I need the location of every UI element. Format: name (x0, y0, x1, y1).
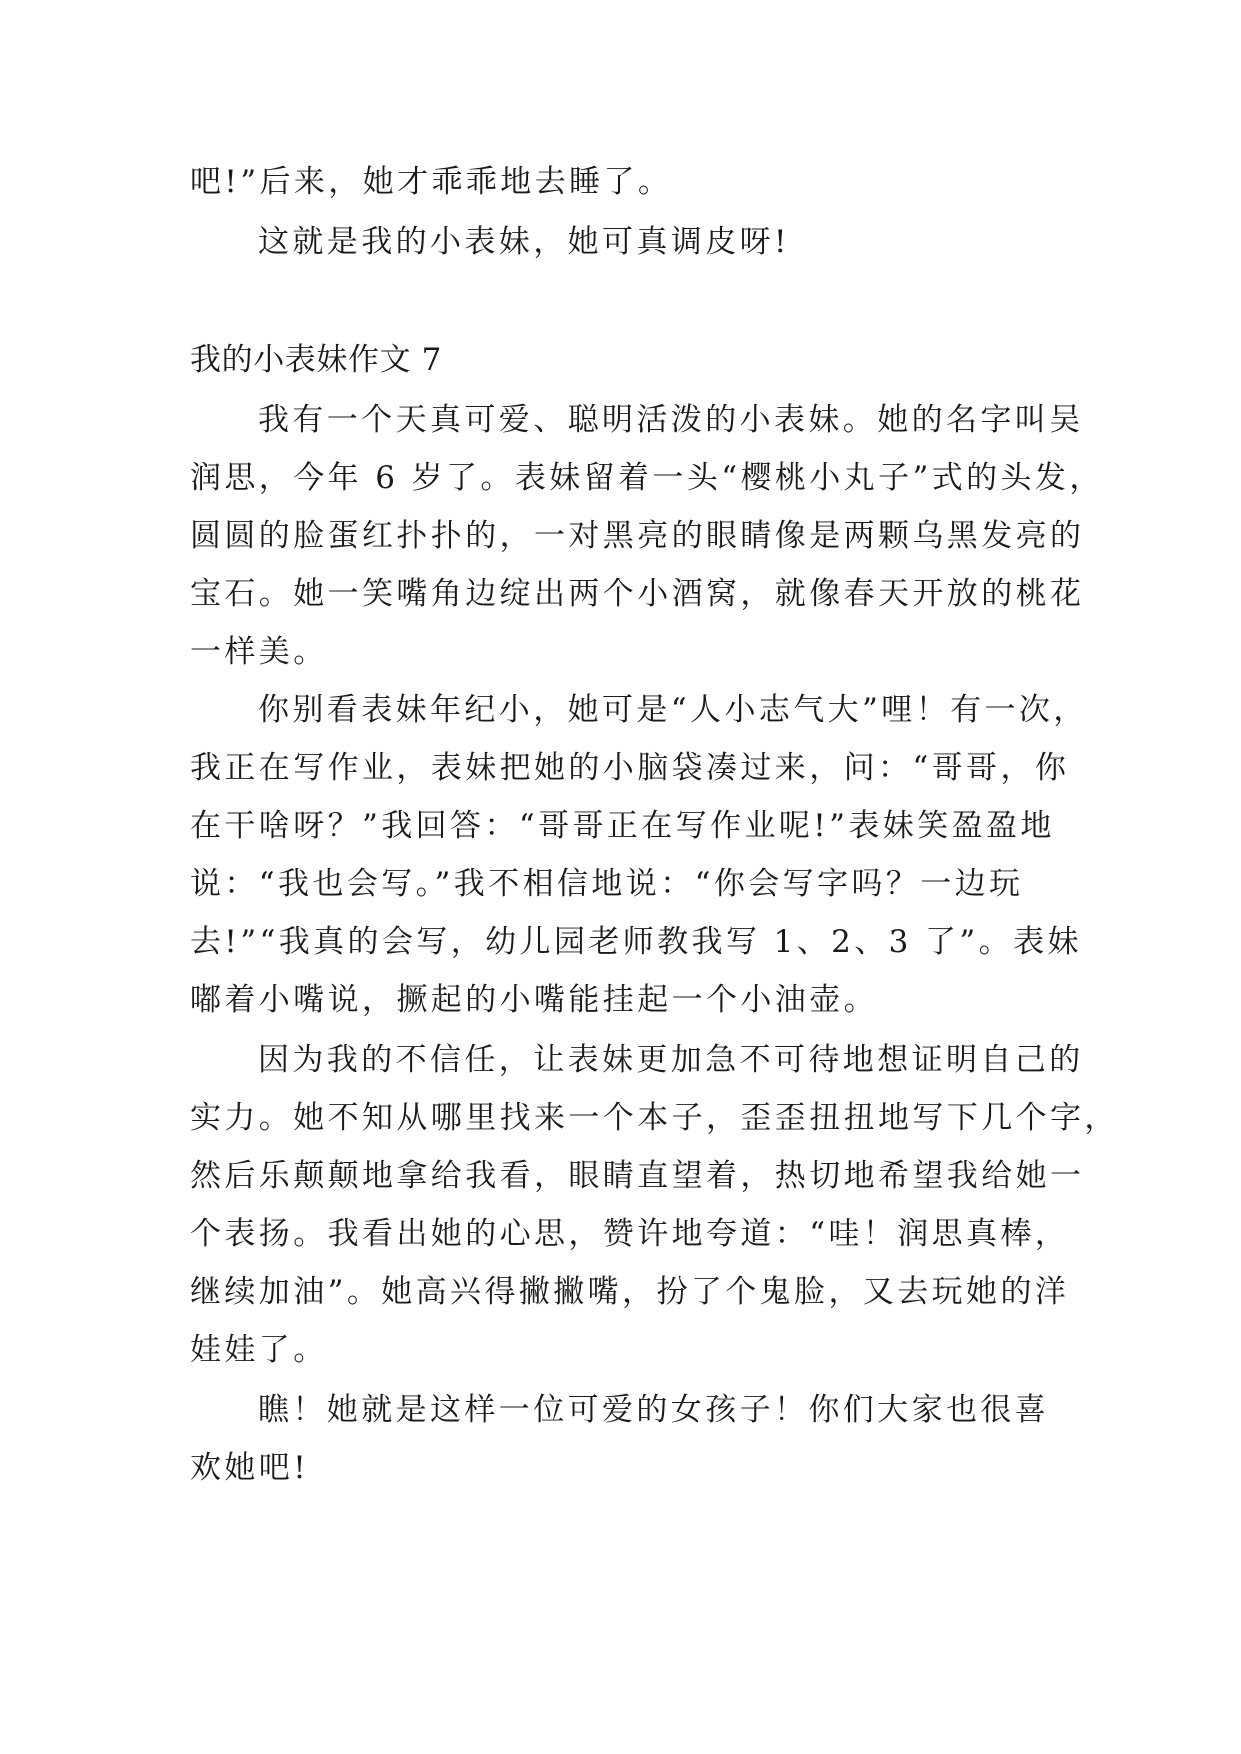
text-line: 说：“我也会写。”我不相信地说：“你会写字吗？一边玩 (190, 866, 1024, 902)
text-line: 润思，今年 6 岁了。表妹留着一头“樱桃小丸子”式的头发， (190, 460, 1104, 496)
text-line: 吧!”后来，她才乖乖地去睡了。 (190, 164, 673, 200)
text-line: 个表扬。我看出她的心思，赞许地夸道：“哇！润思真棒， (190, 1216, 1070, 1252)
text-line: 宝石。她一笑嘴角边绽出两个小酒窝，就像春天开放的桃花 (190, 576, 1085, 612)
text-line: 实力。她不知从哪里找来一个本子，歪歪扭扭地写下几个字， (190, 1100, 1119, 1136)
text-line: 在干啥呀？”我回答：“哥哥正在写作业呢!”表妹笑盈盈地 (190, 808, 1055, 844)
text-line: 然后乐颠颠地拿给我看，眼睛直望着，热切地希望我给她一 (190, 1158, 1085, 1194)
text-line: 欢她吧! (190, 1450, 310, 1486)
text-line: 嘟着小嘴说，撅起的小嘴能挂起一个小油壶。 (190, 982, 878, 1018)
text-line: 一样美。 (190, 634, 328, 670)
text-line: 圆圆的脸蛋红扑扑的，一对黑亮的眼睛像是两颗乌黑发亮的 (190, 518, 1085, 554)
text-line: 我有一个天真可爱、聪明活泼的小表妹。她的名字叫吴 (258, 402, 1084, 438)
text-line: 你别看表妹年纪小，她可是“人小志气大”哩！有一次， (258, 692, 1088, 728)
text-line: 我正在写作业，表妹把她的小脑袋凑过来，问：“哥哥，你 (190, 750, 1070, 786)
text-line: 去!”“我真的会写，幼儿园老师教我写 1、2、3 了”。表妹 (190, 924, 1082, 960)
text-line: 这就是我的小表妹，她可真调皮呀! (258, 224, 790, 260)
text-line: 继续加油”。她高兴得撇撇嘴，扮了个鬼脸，又去玩她的洋 (190, 1274, 1070, 1310)
section-heading: 我的小表妹作文 7 (190, 342, 442, 378)
text-line: 娃娃了。 (190, 1332, 328, 1368)
text-line: 因为我的不信任，让表妹更加急不可待地想证明自己的 (258, 1042, 1084, 1078)
text-line: 瞧！她就是这样一位可爱的女孩子！你们大家也很喜 (258, 1392, 1050, 1428)
